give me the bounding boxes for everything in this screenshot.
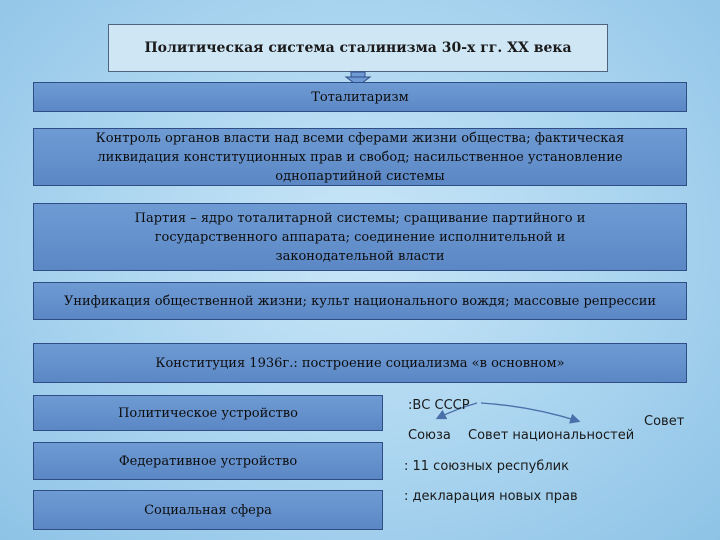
diagram-title: Политическая система сталинизма 30-х гг. XX века xyxy=(108,24,608,72)
party-box: Партия – ядро тоталитарной системы; сращивание партийного и государственного аппарата; соединение исполнительной и законодательной власти xyxy=(33,203,687,271)
category-political: Политическое устройство xyxy=(33,395,383,431)
control-box: Контроль органов власти над всеми сферами жизни общества; фактическая ликвидация конституционных прав и свобод; насильственное установление однопартийной системы xyxy=(33,128,687,186)
union-label: Союза xyxy=(408,428,451,443)
political-detail: :ВС СССР xyxy=(408,398,470,413)
nationalities-label: Совет национальностей xyxy=(468,428,635,443)
unification-box: Унификация общественной жизни; культ национального вождя; массовые репрессии xyxy=(33,282,687,320)
federal-detail: : 11 союзных республик xyxy=(404,459,569,474)
social-detail: : декларация новых прав xyxy=(404,489,578,504)
totalitarianism-box: Тоталитаризм xyxy=(33,82,687,112)
constitution-box: Конституция 1936г.: построение социализма «в основном» xyxy=(33,343,687,383)
council-label: Совет xyxy=(644,414,685,429)
arrow-to-nationalities xyxy=(481,403,578,421)
category-federal: Федеративное устройство xyxy=(33,442,383,480)
category-social: Социальная сфера xyxy=(33,490,383,530)
